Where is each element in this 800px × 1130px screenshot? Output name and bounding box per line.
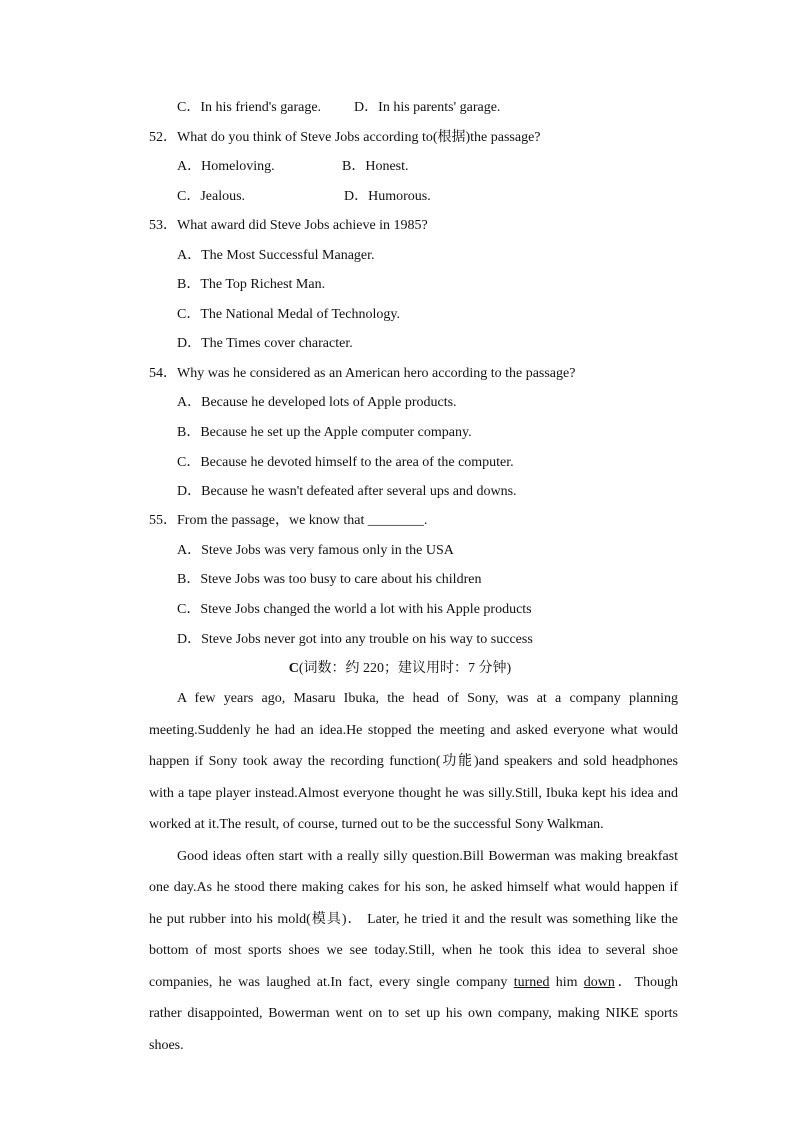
- q54-option-c: C．Because he devoted himself to the area of the computer.: [177, 455, 514, 470]
- section-c-title: [0, 660, 800, 678]
- q53-stem: 53．What award did Steve Jobs achieve in 1985?: [149, 218, 428, 233]
- q54-option-a: A．Because he developed lots of Apple products.: [177, 395, 457, 410]
- section-letter: C: [288, 661, 299, 676]
- q51-option-d: D．In his parents' garage.: [354, 100, 501, 115]
- q53-option-d: D．The Times cover character.: [177, 336, 353, 351]
- q52-stem: 52．What do you think of Steve Jobs according to(根据)the passage?: [149, 130, 541, 145]
- q54-stem: 54．Why was he considered as an American hero according to the passage?: [149, 366, 576, 381]
- passage-paragraph-1: A few years ago, Masaru Ibuka, the head of Sony, was at a company planning meeting.Suddenly he had an idea.He stopped the meeting and asked everyone what would happen if Sony took away the recording function(功能)and speakers and sold headphones with a tape player instead.Almost everyone thought he was silly.Still, Ibuka kept his idea and worked at it.The result, of course, turned out to be the successful Sony Walkman.: [149, 691, 678, 832]
- q55-option-c: C．Steve Jobs changed the world a lot with his Apple products: [177, 602, 532, 617]
- q54-option-d: D．Because he wasn't defeated after several ups and downs.: [177, 484, 517, 499]
- q52-options-cd: [177, 188, 431, 206]
- section-info: (词数：约 220；建议用时：7 分钟): [298, 661, 512, 676]
- q53-option-b: B．The Top Richest Man.: [177, 277, 326, 292]
- q55-option-d: D．Steve Jobs never got into any trouble on his way to success: [177, 632, 533, 647]
- q51-option-c: C．In his friend's garage.: [177, 100, 322, 115]
- q55-option-a: A．Steve Jobs was very famous only in the USA: [177, 543, 454, 558]
- q53-option-a: A．The Most Successful Manager.: [177, 248, 375, 263]
- reading-passage: [149, 683, 678, 1061]
- underlined-word-turned: turned: [513, 974, 550, 990]
- q55-stem: 55．From the passage，we know that ________.: [149, 513, 428, 528]
- passage-paragraph-2: Good ideas often start with a really silly question.Bill Bowerman was making breakfast one day.As he stood there making cakes for his son, he asked himself what would happen if he put rubber into his mold(模具)． Later, he tried it and the result was something like the bottom of most sports shoes we see today.Still, when he took this idea to several shoe companies, he was laughed at.In fact, every single company turned him down．Though rather disappointed, Bowerman went on to set up his own company, making NIKE sports shoes.: [149, 848, 678, 1053]
- q52-option-d: D．Humorous.: [344, 189, 431, 204]
- q52-options-ab: [177, 158, 409, 176]
- q52-option-a: A．Homeloving.: [177, 159, 275, 174]
- underlined-word-down: down: [583, 974, 615, 990]
- q51-options-row: [177, 99, 500, 117]
- q52-option-b: B．Honest.: [342, 159, 409, 174]
- q55-option-b: B．Steve Jobs was too busy to care about his children: [177, 572, 482, 587]
- q52-option-c: C．Jealous.: [177, 189, 246, 204]
- q53-option-c: C．The National Medal of Technology.: [177, 307, 400, 322]
- q54-option-b: B．Because he set up the Apple computer company.: [177, 425, 472, 440]
